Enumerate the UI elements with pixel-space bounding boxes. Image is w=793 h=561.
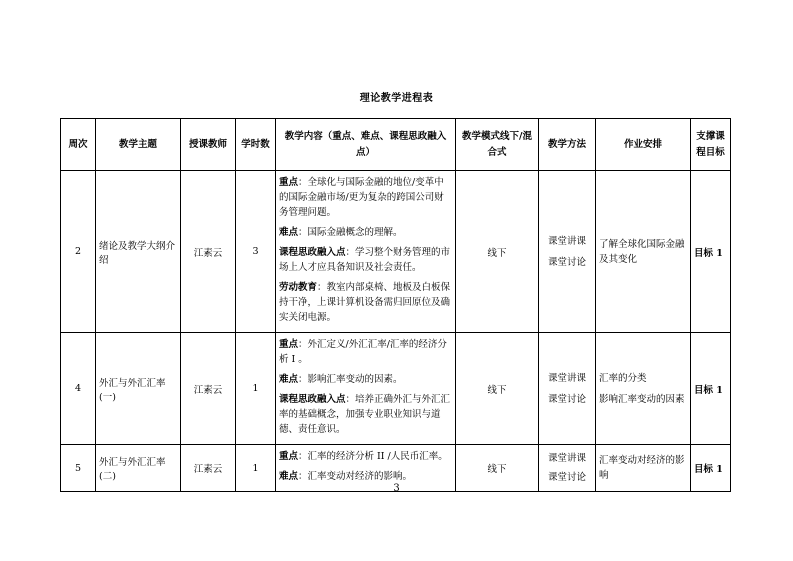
method-cell: 课堂讲课 课堂讨论 [539,333,596,445]
teacher-cell: 江素云 [181,333,236,445]
mode-cell: 线下 [456,333,539,445]
teacher-cell: 江素云 [181,171,236,333]
header-hours: 学时数 [236,119,276,171]
goal-cell: 目标 1 [691,171,731,333]
teaching-schedule-table [60,118,731,492]
topic-cell: 绪论及教学大纲介绍 [96,171,181,333]
header-method: 教学方法 [539,119,596,171]
hours-cell: 1 [236,333,276,445]
header-content: 教学内容（重点、难点、课程思政融入点） [276,119,456,171]
header-week: 周次 [61,119,96,171]
homework-cell: 汇率变动对经济的影响 [596,445,691,492]
content-cell [276,333,456,445]
header-homework: 作业安排 [596,119,691,171]
header-mode: 教学模式线下/混合式 [456,119,539,171]
week-cell: 2 [61,171,96,333]
key-point: 重点：全球化与国际金融的地位/变革中的国际金融市场/更为复杂的跨国公司财务管理问题。 [279,177,444,218]
key-point: 重点：外汇定义/外汇汇率/汇率的经济分析 I 。 [279,339,447,365]
topic-cell: 外汇与外汇汇率(一) [96,333,181,445]
ideology-point: 课程思政融入点：学习整个财务管理的市场上人才应具备知识及社会责任。 [279,247,451,273]
method-cell: 课堂讲课 课堂讨论 [539,445,596,492]
hours-cell: 3 [236,171,276,333]
goal-cell: 目标 1 [691,445,731,492]
homework-cell: 汇率的分类 影响汇率变动的因素 [596,333,691,445]
difficult-point: 难点：国际金融概念的理解。 [279,227,403,238]
homework-cell: 了解全球化国际金融及其变化 [596,171,691,333]
week-cell: 5 [61,445,96,492]
header-goal: 支撑课程目标 [691,119,731,171]
difficult-point: 难点：汇率变动对经济的影响。 [279,471,413,482]
week-cell: 4 [61,333,96,445]
mode-cell: 线下 [456,171,539,333]
content-cell [276,171,456,333]
goal-cell: 目标 1 [691,333,731,445]
hours-cell: 1 [236,445,276,492]
teacher-cell: 江素云 [181,445,236,492]
mode-cell: 线下 [456,445,539,492]
header-topic: 教学主题 [96,119,181,171]
header-teacher: 授课教师 [181,119,236,171]
page-number: 3 [393,483,400,494]
difficult-point: 难点：影响汇率变动的因素。 [279,374,403,385]
ideology-point: 课程思政融入点：培养正确外汇与外汇汇率的基础概念，加强专业职业知识与道德、责任意识。 [279,394,451,435]
table-row [61,333,731,445]
table-row [61,171,731,333]
labor-education: 劳动教育：教室内部桌椅、地板及白板保持干净，上课计算机设备需归回原位及确实关闭电源。 [279,282,451,323]
key-point: 重点：汇率的经济分析 II /人民币汇率。 [279,451,448,462]
page-title: 理论教学进程表 [359,93,434,104]
header-row [61,119,731,171]
method-cell: 课堂讲课 课堂讨论 [539,171,596,333]
topic-cell: 外汇与外汇汇率(二) [96,445,181,492]
